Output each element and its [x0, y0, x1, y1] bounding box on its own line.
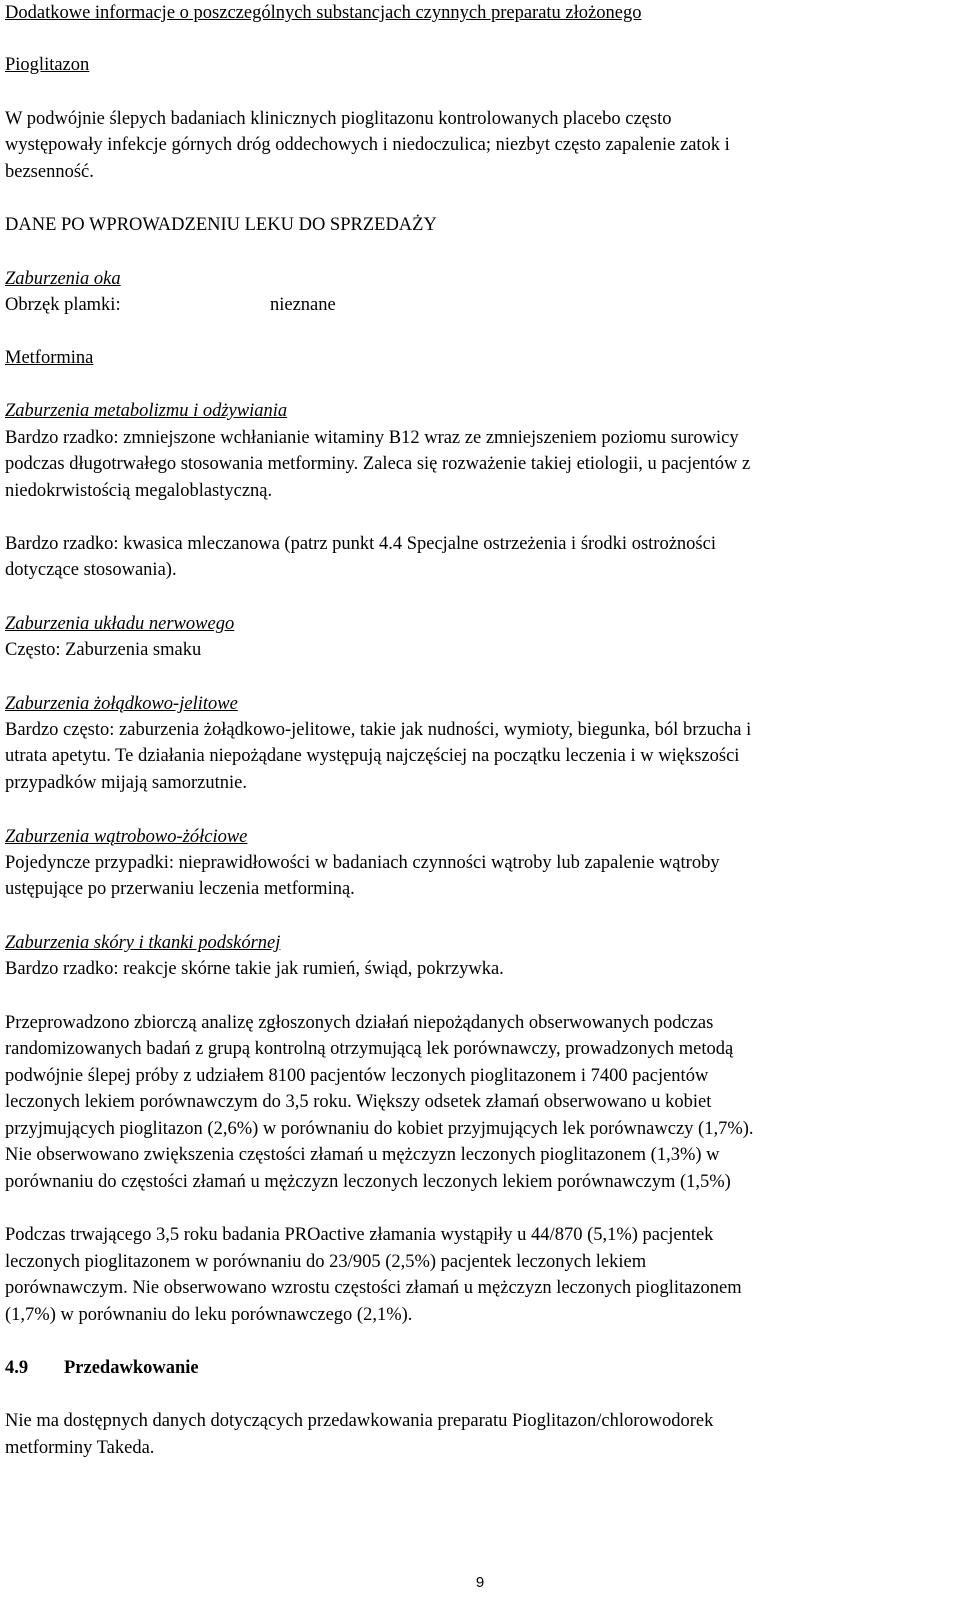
fractures-line-6: Nie obserwowano zwiększenia częstości złamań u mężczyzn leczonych pioglitazonem (1,3%) w [5, 1145, 720, 1165]
metabolism-disorders-heading: Zaburzenia metabolizmu i odżywiania [5, 401, 288, 421]
fractures-line-7: porównaniu do częstości złamań u mężczyzn leczonych leczonych lekiem porównawczym (1,5%) [5, 1172, 731, 1192]
fractures-line-5: przyjmujących pioglitazon (2,6%) w porównaniu do kobiet przyjmujących lek porównawczy (1,7%). [5, 1119, 754, 1139]
skin-disorders-line-1: Bardzo rzadko: reakcje skórne takie jak rumień, świąd, pokrzywka. [5, 959, 504, 979]
fractures-line-3: podwójnie ślepej próby z udziałem 8100 pacjentów leczonych pioglitazonem i 7400 pacjentów [5, 1066, 709, 1086]
metabolism-line-1: Bardzo rzadko: zmniejszone wchłanianie witaminy B12 wraz ze zmniejszeniem poziomu surowicy [5, 428, 739, 448]
intro-heading: Dodatkowe informacje o poszczególnych substancjach czynnych preparatu złożonego [5, 3, 642, 23]
overdose-section-title: Przedawkowanie [64, 1358, 199, 1378]
metabolism-line-2: podczas długotrwałego stosowania metforminy. Zaleca się rozważenie takiej etiologii, u pacjentów z [5, 454, 751, 474]
gastrointestinal-heading: Zaburzenia żołądkowo-jelitowe [5, 694, 238, 714]
fractures-line-2: randomizowanych badań z grupą kontrolną otrzymującą lek porównawczy, prowadzonych metodą [5, 1039, 734, 1059]
gastrointestinal-line-1: Bardzo często: zaburzenia żołądkowo-jelitowe, takie jak nudności, wymioty, biegunka, ból brzucha i [5, 720, 752, 740]
section-title-metformina: Metformina [5, 348, 94, 368]
section-title-pioglitazon: Pioglitazon [5, 55, 90, 75]
overdose-section-number: 4.9 [5, 1358, 29, 1378]
gastrointestinal-line-2: utrata apetytu. Te działania niepożądane występują najczęściej na początku leczenia i w większości [5, 746, 740, 766]
lactic-acidosis-line-1: Bardzo rzadko: kwasica mleczanowa (patrz punkt 4.4 Specjalne ostrzeżenia i środki ostrożności [5, 534, 716, 554]
gastrointestinal-line-3: przypadków mijają samorzutnie. [5, 773, 247, 793]
overdose-line-2: metforminy Takeda. [5, 1438, 155, 1458]
nervous-system-line-1: Często: Zaburzenia smaku [5, 640, 202, 660]
proactive-line-1: Podczas trwającego 3,5 roku badania PROactive złamania wystąpiły u 44/870 (5,1%) pacjentek [5, 1225, 714, 1245]
hepatobiliary-heading: Zaburzenia wątrobowo-żółciowe [5, 827, 248, 847]
page-number: 9 [475, 1574, 485, 1591]
hepatobiliary-line-2: ustępujące po przerwaniu leczenia metforminą. [5, 879, 355, 899]
pioglitazon-para-line-1: W podwójnie ślepych badaniach klinicznych pioglitazonu kontrolowanych placebo często [5, 109, 672, 129]
metabolism-line-3: niedokrwistością megaloblastyczną. [5, 481, 273, 501]
proactive-line-2: leczonych pioglitazonem w porównaniu do 23/905 (2,5%) pacjentek leczonych lekiem [5, 1252, 647, 1272]
macular-edema-value: nieznane [270, 295, 336, 315]
skin-disorders-heading: Zaburzenia skóry i tkanki podskórnej [5, 933, 281, 953]
overdose-heading [5, 1355, 199, 1382]
nervous-system-heading: Zaburzenia układu nerwowego [5, 614, 235, 634]
proactive-line-4: (1,7%) w porównaniu do leku porównawczego (2,1%). [5, 1305, 413, 1325]
fractures-line-1: Przeprowadzono zbiorczą analizę zgłoszonych działań niepożądanych obserwowanych podczas [5, 1013, 714, 1033]
eye-disorders-heading: Zaburzenia oka [5, 269, 121, 289]
fractures-line-4: leczonych lekiem porównawczym do 3,5 roku. Większy odsetek złamań obserwowano u kobiet [5, 1092, 712, 1112]
lactic-acidosis-line-2: dotyczące stosowania). [5, 560, 177, 580]
hepatobiliary-line-1: Pojedyncze przypadki: nieprawidłowości w badaniach czynności wątroby lub zapalenie wątroby [5, 853, 720, 873]
macular-edema-label: Obrzęk plamki: [5, 295, 121, 315]
proactive-line-3: porównawczym. Nie obserwowano wzrostu częstości złamań u mężczyzn leczonych pioglitazonem [5, 1278, 742, 1298]
pioglitazon-para-line-3: bezsenność. [5, 162, 94, 182]
pioglitazon-para-line-2: występowały infekcje górnych dróg oddechowych i niedoczulica; niezbyt często zapalenie zatok i [5, 135, 730, 155]
overdose-line-1: Nie ma dostępnych danych dotyczących przedawkowania preparatu Pioglitazon/chlorowodorek [5, 1411, 714, 1431]
postmarketing-heading: DANE PO WPROWADZENIU LEKU DO SPRZEDAŻY [5, 215, 437, 235]
